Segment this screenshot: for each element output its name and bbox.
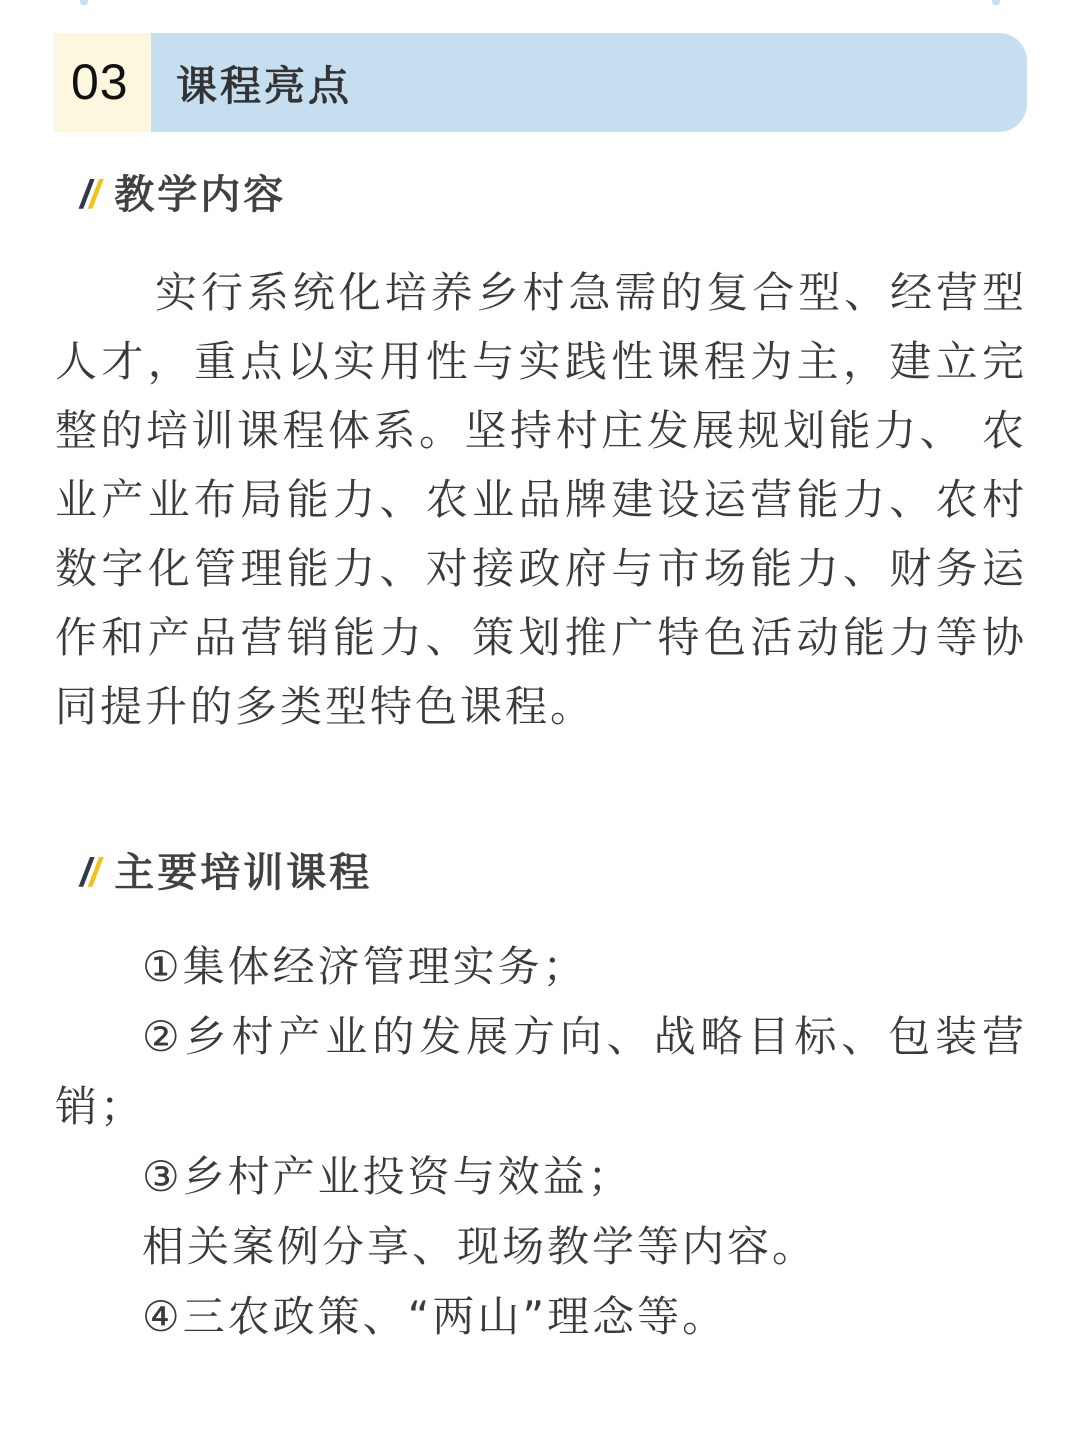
- subheading-label: 教学内容: [114, 172, 287, 218]
- teaching-content-paragraph: 实行系统化培养乡村急需的复合型、经营型人才，重点以实用性与实践性课程为主，建立完整的培训课程体系。坚持村庄发展规划能力、 农业产业布局能力、农业品牌建设运营能力、农村数字化管理能力、对接政府与市场能力、财务运作和产品营销能力、策划推广特色活动能力等协同提升的多类型特色课程。: [55, 268, 1027, 731]
- top-decoration-right: [992, 0, 1000, 5]
- list-item: ②乡村产业的发展方向、战略目标、包装营销；: [55, 1012, 1027, 1131]
- top-decoration-left: [80, 0, 88, 5]
- list-item: ①集体经济管理实务；: [142, 942, 588, 991]
- list-item: ③乡村产业投资与效益；: [142, 1152, 633, 1201]
- subheading-teaching-content: [80, 170, 286, 220]
- section-number: 03: [71, 54, 129, 110]
- subheading-label: 主要培训课程: [114, 850, 373, 896]
- double-slash-icon: //: [80, 173, 99, 217]
- section-title: 课程亮点: [176, 62, 352, 110]
- course-list: [55, 932, 1027, 1352]
- list-item: 相关案例分享、现场教学等内容。: [142, 1222, 818, 1271]
- list-item: ④三农政策、“两山”理念等。: [142, 1292, 728, 1341]
- section-number-box: [54, 33, 151, 132]
- section-header: [54, 33, 1027, 132]
- subheading-main-courses: [80, 848, 372, 898]
- double-slash-icon: //: [80, 851, 99, 895]
